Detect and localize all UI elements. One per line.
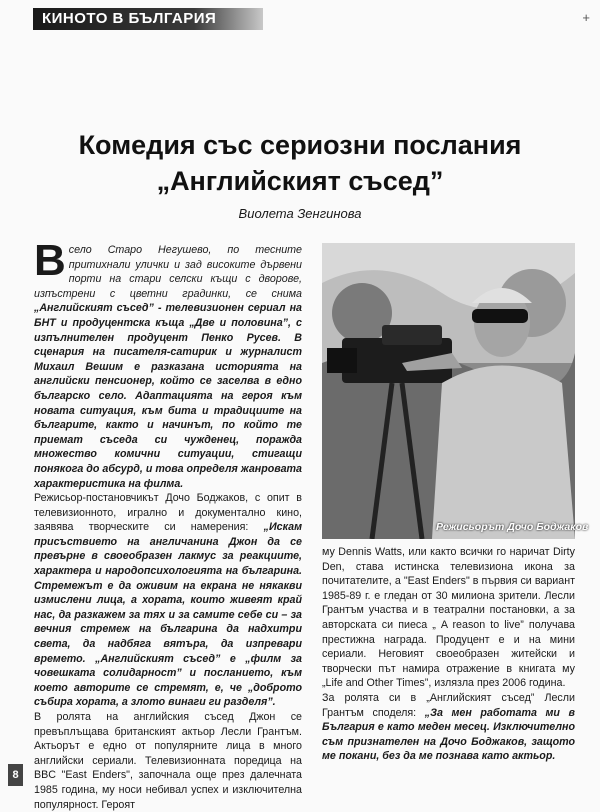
paragraph-actor	[34, 710, 302, 812]
section-banner	[33, 8, 263, 30]
director-photo	[322, 243, 575, 539]
paragraph-director	[34, 491, 302, 710]
photo-illustration	[322, 243, 575, 539]
article-title-line2: „Английският съсед”	[156, 166, 444, 196]
section-label: КИНОТО В БЪЛГАРИЯ	[42, 10, 217, 27]
lead-bold-text: „Английският съсед” - телевизионен сериал на БНТ и продуцентска къща „Две и половина”, с изпълнителен продуцент Пенко Русев. В сценария на писателя-сатирик и журналист Михаил Вешим е разказана историята на английски пенсионер, който се заселва в едно българско село. Адаптацията на героя към новата ситуация, към бита и традициите на българите, както и начинът, по който те приемат съседа си чужденец, поражда множество комични ситуации, стигащи понякога до абсурд, и това определя жанровата характеристика на филма.	[34, 302, 302, 490]
paragraph-career: му Dennis Watts, или както всички го наричат Dirty Den, става истинска телевизиона икона за почитателите, а "East Enders" в първия си вариант 1985-89 г. е гледан от 30 милиона зрители. Лесли Грантъм участва и в театрални постановки, а за авторската си пиеса „ A reason to live” получава престижна награда. Продуцент е и на мини сериали. Неговият своеобразен житейски и творчески път намира отражение в книгата му „Life and Other Times”, излязла през 2006 година.	[322, 546, 575, 690]
lead-paragraph	[34, 236, 302, 491]
article-title-line1: Комедия със сериозни послания	[78, 130, 522, 160]
page-number: 8	[8, 764, 23, 786]
drop-cap: В	[34, 236, 66, 285]
lead-text: село Старо Негушево, по тесните притихнали улички и зад високите дървени порти на стари селски къщи с дворове, изпъстрени с цветни градинки, се снима	[34, 244, 302, 300]
actor-text: В ролята на английския съсед Джон се превъплъщава британският актьор Лесли Грантъм. Актьорът е едно от популярните лица в много английски сериали. Телевизионната поредица на BBC "East Enders", започнала още през далечната 1985 година, му носи небивал успех и изключителна популярност. Героят	[34, 711, 302, 811]
actor-quote: „За мен работата ми в България е като меден месец. Изключително съм признателен на Дочо Боджаков, защото ме покани, без да ме познава като актьор.	[322, 706, 575, 763]
quote-intro: За ролята си в „Английският съсед” Лесли Грантъм споделя:	[322, 691, 575, 719]
crosshair-icon: +	[582, 10, 590, 25]
paragraph-quote	[322, 691, 575, 764]
right-column	[322, 545, 575, 764]
article-author: Виолета Зенгинова	[238, 206, 362, 221]
left-column	[34, 236, 302, 812]
director-text: Режисьор-постановчикът Дочо Боджаков, с опит в телевизионното, игрално и документално кино, заявява творческите си намерения:	[34, 492, 302, 534]
director-quote: „Искам присъствието на англичанина Джон да се превърне в своеобразен лакмус за реакциите, характера и народопсихологията на българина. Стремежът е да оживим на екрана не някакви измислени лица, а хората, които живеят край нас, да разкажем за тях и за самите себе си – за вечния стремеж на българина да надхитри света, да надбяга вятъра, да изпревари времето. „Английският съсед” е „филм за човешката солидарност” и посланието, към което авторите се стремят, е, че „доброто събира хората, а злото винаги ги разделя”.	[34, 521, 302, 709]
photo-caption: Режисьорът Дочо Боджаков	[436, 521, 589, 533]
